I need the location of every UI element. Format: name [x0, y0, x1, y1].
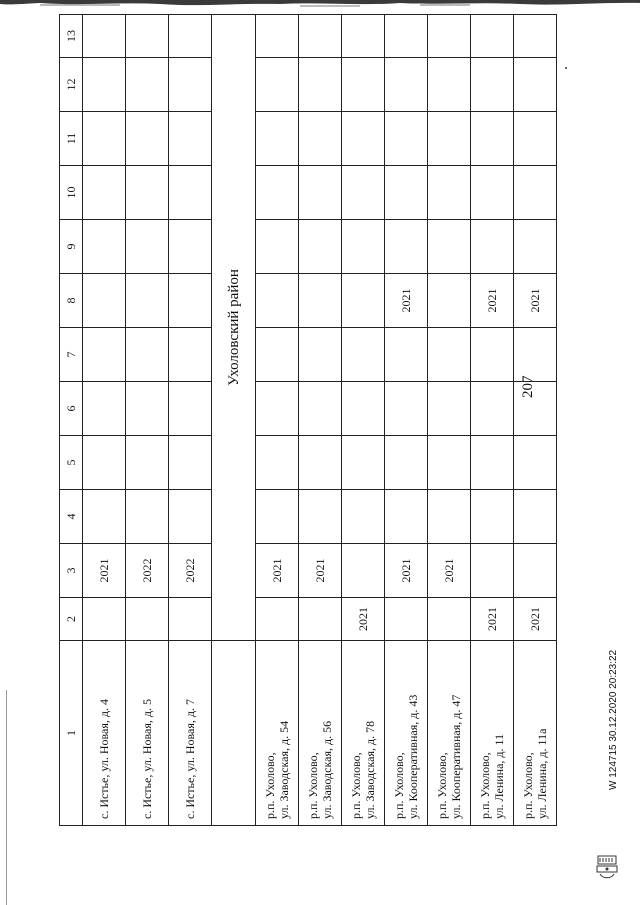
year-cell: [514, 166, 557, 220]
year-cell: [385, 166, 428, 220]
scan-margin-line: [6, 690, 7, 905]
year-cell: [83, 328, 126, 382]
address-cell: [342, 641, 385, 826]
year-cell: [126, 328, 169, 382]
year-cell: [169, 598, 212, 641]
year-cell: [299, 274, 342, 328]
year-cell: [385, 436, 428, 490]
scan-edge: [0, 0, 640, 12]
year-cell: [299, 598, 342, 641]
column-header: 1: [60, 641, 83, 826]
table-row: [428, 15, 471, 826]
year-cell: [299, 328, 342, 382]
address-line: с. Истье, ул. Новая, д. 7: [182, 699, 197, 819]
year-cell: [126, 490, 169, 544]
year-cell: [385, 598, 428, 641]
year-cell: 2021: [299, 544, 342, 598]
address-line: ул. Заводская, д. 78: [363, 720, 377, 819]
scan-speck: [565, 67, 567, 69]
column-header: 3: [60, 544, 83, 598]
year-cell: [514, 220, 557, 274]
year-cell: [471, 58, 514, 112]
year-cell: [256, 274, 299, 328]
year-cell: [342, 15, 385, 58]
year-cell: [126, 382, 169, 436]
year-cell: [342, 436, 385, 490]
address-cell: [299, 641, 342, 826]
year-cell: 2021: [385, 274, 428, 328]
year-cell: [256, 166, 299, 220]
year-cell: [428, 436, 471, 490]
year-cell: [471, 220, 514, 274]
year-cell: [256, 382, 299, 436]
year-cell: [299, 382, 342, 436]
year-cell: [428, 490, 471, 544]
year-cell: [385, 220, 428, 274]
year-cell: [342, 166, 385, 220]
year-cell: [471, 436, 514, 490]
address-line: с. Истье, ул. Новая, д. 4: [96, 699, 111, 819]
year-cell: [126, 220, 169, 274]
table-row: [256, 15, 299, 826]
year-cell: [83, 274, 126, 328]
year-cell: [385, 490, 428, 544]
address-cell: [83, 641, 126, 826]
address-line: ул. Заводская, д. 54: [277, 720, 291, 819]
year-cell: 2021: [256, 544, 299, 598]
year-cell: [126, 274, 169, 328]
year-cell: [126, 598, 169, 641]
table-row: [83, 15, 126, 826]
year-cell: [342, 112, 385, 166]
year-cell: [428, 598, 471, 641]
table-row: [126, 15, 169, 826]
year-cell: [471, 328, 514, 382]
stamp-icon: [594, 852, 620, 882]
address-line: ул. Кооперативная, д. 43: [406, 694, 420, 819]
year-cell: [83, 166, 126, 220]
year-cell: [428, 382, 471, 436]
column-header: 2: [60, 598, 83, 641]
column-header: 8: [60, 274, 83, 328]
year-cell: [299, 166, 342, 220]
table-row: [169, 15, 212, 826]
year-cell: [342, 490, 385, 544]
address-line: р.п. Ухолово,: [305, 752, 320, 819]
year-cell: [299, 112, 342, 166]
year-cell: [299, 490, 342, 544]
year-cell: [126, 166, 169, 220]
region-row: [212, 15, 256, 826]
year-cell: [83, 490, 126, 544]
year-cell: [471, 112, 514, 166]
year-cell: [428, 220, 471, 274]
year-cell: [83, 58, 126, 112]
year-cell: [514, 544, 557, 598]
year-cell: [514, 382, 557, 436]
page-number: 207: [520, 375, 536, 398]
address-cell: [169, 641, 212, 826]
year-cell: [471, 544, 514, 598]
year-cell: 2021: [514, 274, 557, 328]
address-line: р.п. Ухолово,: [391, 752, 406, 819]
table-row: [342, 15, 385, 826]
year-cell: [385, 15, 428, 58]
year-cell: [385, 328, 428, 382]
year-cell: [342, 544, 385, 598]
year-cell: [83, 220, 126, 274]
year-cell: [342, 58, 385, 112]
year-cell: [83, 15, 126, 58]
year-cell: [342, 220, 385, 274]
address-line: ул. Заводская, д. 56: [320, 720, 334, 819]
year-cell: [256, 112, 299, 166]
year-cell: 2021: [342, 598, 385, 641]
table-row: [514, 15, 557, 826]
column-header: 11: [60, 112, 83, 166]
year-cell: [342, 382, 385, 436]
year-cell: [256, 490, 299, 544]
year-cell: 2022: [126, 544, 169, 598]
address-cell: [256, 641, 299, 826]
year-cell: [83, 598, 126, 641]
year-cell: [83, 382, 126, 436]
year-cell: [428, 166, 471, 220]
year-cell: [514, 15, 557, 58]
year-cell: [514, 436, 557, 490]
header-row: [60, 15, 83, 826]
year-cell: [169, 15, 212, 58]
year-cell: [256, 598, 299, 641]
year-cell: [342, 274, 385, 328]
column-header: 12: [60, 58, 83, 112]
table-row: [471, 15, 514, 826]
year-cell: [169, 220, 212, 274]
year-cell: [471, 382, 514, 436]
year-cell: [169, 112, 212, 166]
year-cell: [428, 15, 471, 58]
year-cell: [299, 15, 342, 58]
column-header: 9: [60, 220, 83, 274]
address-line: ул. Кооперативная, д. 47: [449, 694, 463, 819]
data-table: [59, 14, 557, 826]
year-cell: 2021: [385, 544, 428, 598]
year-cell: [299, 220, 342, 274]
region-title: Ухоловский район: [212, 15, 256, 641]
year-cell: [471, 490, 514, 544]
column-header: 7: [60, 328, 83, 382]
year-cell: [126, 58, 169, 112]
year-cell: [471, 15, 514, 58]
year-cell: [428, 328, 471, 382]
table-row: [299, 15, 342, 826]
region-blank-cell: [212, 641, 256, 826]
address-cell: [471, 641, 514, 826]
year-cell: [169, 58, 212, 112]
address-line: с. Истье, ул. Новая, д. 5: [139, 699, 154, 819]
year-cell: [385, 382, 428, 436]
address-line: р.п. Ухолово,: [262, 752, 277, 819]
address-line: р.п. Ухолово,: [434, 752, 449, 819]
year-cell: [514, 328, 557, 382]
year-cell: [385, 112, 428, 166]
year-cell: [256, 436, 299, 490]
year-cell: [83, 436, 126, 490]
address-cell: [428, 641, 471, 826]
column-header: 4: [60, 490, 83, 544]
year-cell: [299, 436, 342, 490]
year-cell: [169, 274, 212, 328]
year-cell: 2021: [83, 544, 126, 598]
year-cell: 2021: [471, 274, 514, 328]
year-cell: [471, 166, 514, 220]
year-cell: [428, 112, 471, 166]
address-cell: [385, 641, 428, 826]
year-cell: [428, 58, 471, 112]
table-row: [385, 15, 428, 826]
year-cell: [256, 328, 299, 382]
year-cell: [256, 15, 299, 58]
year-cell: [126, 112, 169, 166]
year-cell: [169, 382, 212, 436]
address-cell: [126, 641, 169, 826]
year-cell: 2021: [428, 544, 471, 598]
year-cell: [256, 58, 299, 112]
year-cell: 2021: [514, 598, 557, 641]
year-cell: [256, 220, 299, 274]
year-cell: 2021: [471, 598, 514, 641]
year-cell: [342, 328, 385, 382]
year-cell: [83, 112, 126, 166]
column-header: 5: [60, 436, 83, 490]
address-line: ул. Ленина, д. 11: [492, 733, 506, 819]
year-cell: [126, 436, 169, 490]
address-line: р.п. Ухолово,: [520, 752, 535, 819]
year-cell: [514, 58, 557, 112]
year-cell: 2022: [169, 544, 212, 598]
year-cell: [169, 490, 212, 544]
address-line: р.п. Ухолово,: [348, 752, 363, 819]
year-cell: [126, 15, 169, 58]
year-cell: [514, 112, 557, 166]
year-cell: [299, 58, 342, 112]
address-cell: [514, 641, 557, 826]
year-cell: [385, 58, 428, 112]
address-line: р.п. Ухолово,: [477, 752, 492, 819]
year-cell: [428, 274, 471, 328]
year-cell: [169, 436, 212, 490]
column-header: 13: [60, 15, 83, 58]
year-cell: [169, 166, 212, 220]
column-header: 6: [60, 382, 83, 436]
year-cell: [514, 490, 557, 544]
column-header: 10: [60, 166, 83, 220]
year-cell: [169, 328, 212, 382]
address-line: ул. Ленина, д. 11а: [535, 728, 549, 819]
document-footer-mark: W 124715 30.12.2020 20:23:22: [608, 649, 619, 790]
